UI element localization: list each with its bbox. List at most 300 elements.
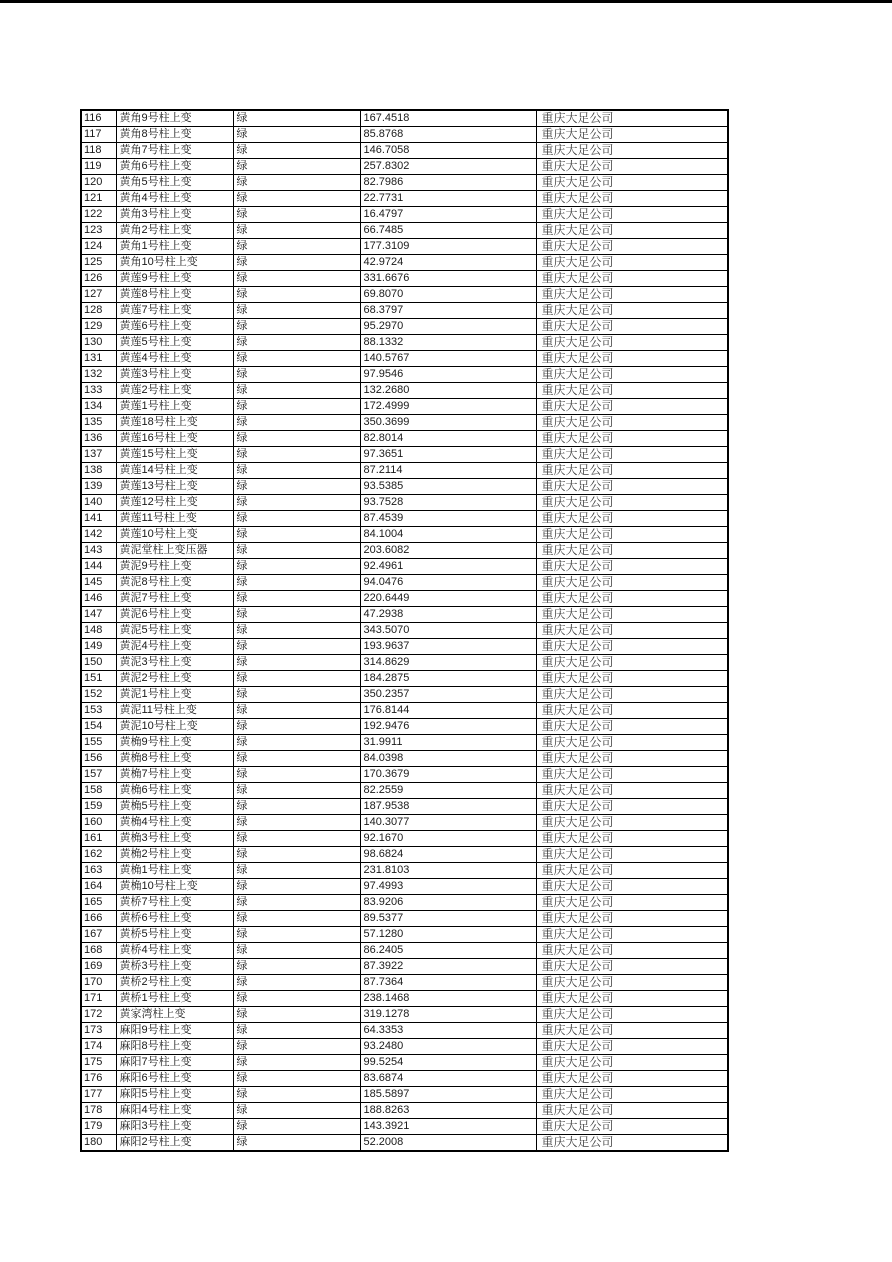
company-cell: 重庆大足公司 <box>536 559 728 575</box>
device-name-cell: 黄桷7号柱上变 <box>116 767 233 783</box>
value-cell: 192.9476 <box>360 719 536 735</box>
device-name-cell: 黄桷3号柱上变 <box>116 831 233 847</box>
row-index-cell: 146 <box>81 591 116 607</box>
status-cell: 绿 <box>233 367 360 383</box>
status-cell: 绿 <box>233 447 360 463</box>
company-cell: 重庆大足公司 <box>536 1007 728 1023</box>
row-index-cell: 133 <box>81 383 116 399</box>
value-cell: 314.8629 <box>360 655 536 671</box>
company-cell: 重庆大足公司 <box>536 1023 728 1039</box>
device-name-cell: 黄莲3号柱上变 <box>116 367 233 383</box>
row-index-cell: 174 <box>81 1039 116 1055</box>
row-index-cell: 116 <box>81 110 116 127</box>
table-row <box>81 783 728 799</box>
value-cell: 83.6874 <box>360 1071 536 1087</box>
status-cell: 绿 <box>233 1007 360 1023</box>
company-cell: 重庆大足公司 <box>536 911 728 927</box>
device-name-cell: 黄泥8号柱上变 <box>116 575 233 591</box>
company-cell: 重庆大足公司 <box>536 110 728 127</box>
table-row <box>81 895 728 911</box>
table-row <box>81 831 728 847</box>
value-cell: 82.8014 <box>360 431 536 447</box>
row-index-cell: 124 <box>81 239 116 255</box>
table-row <box>81 287 728 303</box>
company-cell: 重庆大足公司 <box>536 255 728 271</box>
status-cell: 绿 <box>233 1103 360 1119</box>
value-cell: 93.2480 <box>360 1039 536 1055</box>
value-cell: 52.2008 <box>360 1135 536 1152</box>
status-cell: 绿 <box>233 1119 360 1135</box>
value-cell: 92.4961 <box>360 559 536 575</box>
row-index-cell: 172 <box>81 1007 116 1023</box>
value-cell: 97.3651 <box>360 447 536 463</box>
table-row <box>81 927 728 943</box>
row-index-cell: 131 <box>81 351 116 367</box>
value-cell: 185.5897 <box>360 1087 536 1103</box>
row-index-cell: 138 <box>81 463 116 479</box>
value-cell: 319.1278 <box>360 1007 536 1023</box>
table-row <box>81 575 728 591</box>
row-index-cell: 141 <box>81 511 116 527</box>
table-row <box>81 655 728 671</box>
status-cell: 绿 <box>233 623 360 639</box>
value-cell: 140.3077 <box>360 815 536 831</box>
device-name-cell: 黄桷2号柱上变 <box>116 847 233 863</box>
value-cell: 87.2114 <box>360 463 536 479</box>
device-name-cell: 黄桥6号柱上变 <box>116 911 233 927</box>
status-cell: 绿 <box>233 1087 360 1103</box>
status-cell: 绿 <box>233 511 360 527</box>
device-name-cell: 黄莲2号柱上变 <box>116 383 233 399</box>
company-cell: 重庆大足公司 <box>536 1071 728 1087</box>
value-cell: 66.7485 <box>360 223 536 239</box>
device-name-cell: 黄桷10号柱上变 <box>116 879 233 895</box>
device-name-cell: 黄桥3号柱上变 <box>116 959 233 975</box>
status-cell: 绿 <box>233 319 360 335</box>
company-cell: 重庆大足公司 <box>536 431 728 447</box>
device-name-cell: 麻阳9号柱上变 <box>116 1023 233 1039</box>
table-row <box>81 799 728 815</box>
device-name-cell: 黄角9号柱上变 <box>116 110 233 127</box>
status-cell: 绿 <box>233 479 360 495</box>
value-cell: 82.7986 <box>360 175 536 191</box>
company-cell: 重庆大足公司 <box>536 815 728 831</box>
table-row <box>81 335 728 351</box>
row-index-cell: 149 <box>81 639 116 655</box>
value-cell: 97.4993 <box>360 879 536 895</box>
company-cell: 重庆大足公司 <box>536 1087 728 1103</box>
status-cell: 绿 <box>233 127 360 143</box>
company-cell: 重庆大足公司 <box>536 1135 728 1152</box>
status-cell: 绿 <box>233 1055 360 1071</box>
device-name-cell: 黄莲7号柱上变 <box>116 303 233 319</box>
device-name-cell: 黄角4号柱上变 <box>116 191 233 207</box>
status-cell: 绿 <box>233 351 360 367</box>
device-name-cell: 黄角3号柱上变 <box>116 207 233 223</box>
row-index-cell: 143 <box>81 543 116 559</box>
status-cell: 绿 <box>233 207 360 223</box>
status-cell: 绿 <box>233 783 360 799</box>
company-cell: 重庆大足公司 <box>536 159 728 175</box>
table-row <box>81 687 728 703</box>
table-row <box>81 431 728 447</box>
device-name-cell: 黄桥1号柱上变 <box>116 991 233 1007</box>
value-cell: 343.5070 <box>360 623 536 639</box>
value-cell: 167.4518 <box>360 110 536 127</box>
value-cell: 31.9911 <box>360 735 536 751</box>
table-row <box>81 1135 728 1152</box>
value-cell: 187.9538 <box>360 799 536 815</box>
value-cell: 93.7528 <box>360 495 536 511</box>
table-row <box>81 959 728 975</box>
company-cell: 重庆大足公司 <box>536 975 728 991</box>
company-cell: 重庆大足公司 <box>536 719 728 735</box>
device-name-cell: 黄角1号柱上变 <box>116 239 233 255</box>
status-cell: 绿 <box>233 399 360 415</box>
device-name-cell: 黄泥3号柱上变 <box>116 655 233 671</box>
row-index-cell: 134 <box>81 399 116 415</box>
table-row <box>81 239 728 255</box>
device-name-cell: 黄桷6号柱上变 <box>116 783 233 799</box>
device-name-cell: 黄莲15号柱上变 <box>116 447 233 463</box>
device-name-cell: 黄桷8号柱上变 <box>116 751 233 767</box>
device-name-cell: 黄泥10号柱上变 <box>116 719 233 735</box>
row-index-cell: 179 <box>81 1119 116 1135</box>
row-index-cell: 178 <box>81 1103 116 1119</box>
row-index-cell: 128 <box>81 303 116 319</box>
value-cell: 88.1332 <box>360 335 536 351</box>
device-name-cell: 黄莲4号柱上变 <box>116 351 233 367</box>
value-cell: 93.5385 <box>360 479 536 495</box>
row-index-cell: 168 <box>81 943 116 959</box>
value-cell: 140.5767 <box>360 351 536 367</box>
company-cell: 重庆大足公司 <box>536 335 728 351</box>
device-name-cell: 黄家湾柱上变 <box>116 1007 233 1023</box>
table-row <box>81 415 728 431</box>
status-cell: 绿 <box>233 671 360 687</box>
status-cell: 绿 <box>233 575 360 591</box>
company-cell: 重庆大足公司 <box>536 671 728 687</box>
table-row <box>81 943 728 959</box>
status-cell: 绿 <box>233 543 360 559</box>
device-name-cell: 黄角7号柱上变 <box>116 143 233 159</box>
row-index-cell: 132 <box>81 367 116 383</box>
status-cell: 绿 <box>233 735 360 751</box>
value-cell: 82.2559 <box>360 783 536 799</box>
device-name-cell: 黄泥6号柱上变 <box>116 607 233 623</box>
value-cell: 231.8103 <box>360 863 536 879</box>
device-name-cell: 黄莲5号柱上变 <box>116 335 233 351</box>
status-cell: 绿 <box>233 639 360 655</box>
company-cell: 重庆大足公司 <box>536 1039 728 1055</box>
value-cell: 57.1280 <box>360 927 536 943</box>
device-name-cell: 黄莲13号柱上变 <box>116 479 233 495</box>
row-index-cell: 165 <box>81 895 116 911</box>
row-index-cell: 175 <box>81 1055 116 1071</box>
status-cell: 绿 <box>233 655 360 671</box>
company-cell: 重庆大足公司 <box>536 735 728 751</box>
value-cell: 94.0476 <box>360 575 536 591</box>
company-cell: 重庆大足公司 <box>536 623 728 639</box>
value-cell: 84.0398 <box>360 751 536 767</box>
table-row <box>81 303 728 319</box>
row-index-cell: 156 <box>81 751 116 767</box>
company-cell: 重庆大足公司 <box>536 1119 728 1135</box>
company-cell: 重庆大足公司 <box>536 207 728 223</box>
row-index-cell: 144 <box>81 559 116 575</box>
device-name-cell: 黄泥5号柱上变 <box>116 623 233 639</box>
table-row <box>81 175 728 191</box>
table-row <box>81 399 728 415</box>
company-cell: 重庆大足公司 <box>536 367 728 383</box>
row-index-cell: 119 <box>81 159 116 175</box>
row-index-cell: 122 <box>81 207 116 223</box>
table-row <box>81 911 728 927</box>
status-cell: 绿 <box>233 191 360 207</box>
device-name-cell: 黄桷9号柱上变 <box>116 735 233 751</box>
device-name-cell: 黄莲14号柱上变 <box>116 463 233 479</box>
company-cell: 重庆大足公司 <box>536 927 728 943</box>
value-cell: 184.2875 <box>360 671 536 687</box>
device-name-cell: 黄莲12号柱上变 <box>116 495 233 511</box>
row-index-cell: 171 <box>81 991 116 1007</box>
table-row <box>81 767 728 783</box>
company-cell: 重庆大足公司 <box>536 879 728 895</box>
value-cell: 146.7058 <box>360 143 536 159</box>
company-cell: 重庆大足公司 <box>536 191 728 207</box>
status-cell: 绿 <box>233 559 360 575</box>
company-cell: 重庆大足公司 <box>536 399 728 415</box>
row-index-cell: 152 <box>81 687 116 703</box>
status-cell: 绿 <box>233 335 360 351</box>
device-name-cell: 黄莲11号柱上变 <box>116 511 233 527</box>
company-cell: 重庆大足公司 <box>536 511 728 527</box>
company-cell: 重庆大足公司 <box>536 863 728 879</box>
status-cell: 绿 <box>233 927 360 943</box>
table-row <box>81 607 728 623</box>
value-cell: 98.6824 <box>360 847 536 863</box>
company-cell: 重庆大足公司 <box>536 783 728 799</box>
status-cell: 绿 <box>233 463 360 479</box>
row-index-cell: 170 <box>81 975 116 991</box>
table-row <box>81 447 728 463</box>
company-cell: 重庆大足公司 <box>536 351 728 367</box>
company-cell: 重庆大足公司 <box>536 799 728 815</box>
status-cell: 绿 <box>233 271 360 287</box>
device-name-cell: 麻阳8号柱上变 <box>116 1039 233 1055</box>
value-cell: 170.3679 <box>360 767 536 783</box>
value-cell: 87.4539 <box>360 511 536 527</box>
device-name-cell: 麻阳4号柱上变 <box>116 1103 233 1119</box>
company-cell: 重庆大足公司 <box>536 1055 728 1071</box>
value-cell: 83.9206 <box>360 895 536 911</box>
table-row <box>81 367 728 383</box>
table-row <box>81 863 728 879</box>
value-cell: 350.3699 <box>360 415 536 431</box>
row-index-cell: 147 <box>81 607 116 623</box>
table-row <box>81 511 728 527</box>
device-name-cell: 黄角5号柱上变 <box>116 175 233 191</box>
row-index-cell: 150 <box>81 655 116 671</box>
status-cell: 绿 <box>233 159 360 175</box>
company-cell: 重庆大足公司 <box>536 703 728 719</box>
table-row <box>81 463 728 479</box>
row-index-cell: 157 <box>81 767 116 783</box>
device-name-cell: 黄莲1号柱上变 <box>116 399 233 415</box>
row-index-cell: 117 <box>81 127 116 143</box>
status-cell: 绿 <box>233 110 360 127</box>
row-index-cell: 169 <box>81 959 116 975</box>
status-cell: 绿 <box>233 879 360 895</box>
status-cell: 绿 <box>233 799 360 815</box>
company-cell: 重庆大足公司 <box>536 271 728 287</box>
company-cell: 重庆大足公司 <box>536 831 728 847</box>
value-cell: 16.4797 <box>360 207 536 223</box>
value-cell: 89.5377 <box>360 911 536 927</box>
device-name-cell: 黄莲16号柱上变 <box>116 431 233 447</box>
company-cell: 重庆大足公司 <box>536 767 728 783</box>
device-name-cell: 黄角6号柱上变 <box>116 159 233 175</box>
device-name-cell: 黄泥1号柱上变 <box>116 687 233 703</box>
company-cell: 重庆大足公司 <box>536 127 728 143</box>
row-index-cell: 153 <box>81 703 116 719</box>
table-row <box>81 383 728 399</box>
row-index-cell: 176 <box>81 1071 116 1087</box>
value-cell: 64.3353 <box>360 1023 536 1039</box>
value-cell: 84.1004 <box>360 527 536 543</box>
table-row <box>81 703 728 719</box>
company-cell: 重庆大足公司 <box>536 591 728 607</box>
row-index-cell: 167 <box>81 927 116 943</box>
device-name-cell: 麻阳2号柱上变 <box>116 1135 233 1152</box>
table-row <box>81 559 728 575</box>
status-cell: 绿 <box>233 767 360 783</box>
row-index-cell: 126 <box>81 271 116 287</box>
row-index-cell: 166 <box>81 911 116 927</box>
value-cell: 203.6082 <box>360 543 536 559</box>
device-name-cell: 麻阳6号柱上变 <box>116 1071 233 1087</box>
transformer-data-table <box>80 109 729 1152</box>
device-name-cell: 黄泥堂柱上变压器 <box>116 543 233 559</box>
device-name-cell: 黄泥2号柱上变 <box>116 671 233 687</box>
status-cell: 绿 <box>233 383 360 399</box>
device-name-cell: 黄桥4号柱上变 <box>116 943 233 959</box>
table-row <box>81 1087 728 1103</box>
company-cell: 重庆大足公司 <box>536 687 728 703</box>
table-row <box>81 479 728 495</box>
table-row <box>81 975 728 991</box>
value-cell: 87.3922 <box>360 959 536 975</box>
company-cell: 重庆大足公司 <box>536 959 728 975</box>
company-cell: 重庆大足公司 <box>536 415 728 431</box>
status-cell: 绿 <box>233 239 360 255</box>
top-border-strip <box>0 0 892 3</box>
table-row <box>81 319 728 335</box>
value-cell: 238.1468 <box>360 991 536 1007</box>
device-name-cell: 黄角2号柱上变 <box>116 223 233 239</box>
table-row <box>81 847 728 863</box>
table-body <box>81 110 728 1151</box>
company-cell: 重庆大足公司 <box>536 991 728 1007</box>
company-cell: 重庆大足公司 <box>536 751 728 767</box>
device-name-cell: 麻阳3号柱上变 <box>116 1119 233 1135</box>
company-cell: 重庆大足公司 <box>536 463 728 479</box>
company-cell: 重庆大足公司 <box>536 383 728 399</box>
row-index-cell: 130 <box>81 335 116 351</box>
status-cell: 绿 <box>233 959 360 975</box>
table-row <box>81 159 728 175</box>
table-row <box>81 110 728 127</box>
value-cell: 68.3797 <box>360 303 536 319</box>
device-name-cell: 黄桥2号柱上变 <box>116 975 233 991</box>
row-index-cell: 162 <box>81 847 116 863</box>
status-cell: 绿 <box>233 975 360 991</box>
row-index-cell: 123 <box>81 223 116 239</box>
value-cell: 172.4999 <box>360 399 536 415</box>
company-cell: 重庆大足公司 <box>536 527 728 543</box>
company-cell: 重庆大足公司 <box>536 143 728 159</box>
row-index-cell: 161 <box>81 831 116 847</box>
row-index-cell: 160 <box>81 815 116 831</box>
status-cell: 绿 <box>233 895 360 911</box>
table-row <box>81 991 728 1007</box>
device-name-cell: 黄泥11号柱上变 <box>116 703 233 719</box>
value-cell: 176.8144 <box>360 703 536 719</box>
status-cell: 绿 <box>233 815 360 831</box>
row-index-cell: 142 <box>81 527 116 543</box>
company-cell: 重庆大足公司 <box>536 495 728 511</box>
value-cell: 97.9546 <box>360 367 536 383</box>
row-index-cell: 177 <box>81 1087 116 1103</box>
table-row <box>81 815 728 831</box>
value-cell: 85.8768 <box>360 127 536 143</box>
device-name-cell: 麻阳7号柱上变 <box>116 1055 233 1071</box>
value-cell: 193.9637 <box>360 639 536 655</box>
device-name-cell: 黄莲9号柱上变 <box>116 271 233 287</box>
row-index-cell: 145 <box>81 575 116 591</box>
row-index-cell: 139 <box>81 479 116 495</box>
value-cell: 22.7731 <box>360 191 536 207</box>
value-cell: 69.8070 <box>360 287 536 303</box>
status-cell: 绿 <box>233 431 360 447</box>
status-cell: 绿 <box>233 911 360 927</box>
table-row <box>81 127 728 143</box>
value-cell: 47.2938 <box>360 607 536 623</box>
status-cell: 绿 <box>233 287 360 303</box>
company-cell: 重庆大足公司 <box>536 447 728 463</box>
row-index-cell: 127 <box>81 287 116 303</box>
table-row <box>81 1071 728 1087</box>
device-name-cell: 黄泥4号柱上变 <box>116 639 233 655</box>
value-cell: 331.6676 <box>360 271 536 287</box>
company-cell: 重庆大足公司 <box>536 287 728 303</box>
row-index-cell: 163 <box>81 863 116 879</box>
table-row <box>81 271 728 287</box>
device-name-cell: 黄桥5号柱上变 <box>116 927 233 943</box>
device-name-cell: 黄桷5号柱上变 <box>116 799 233 815</box>
table-row <box>81 623 728 639</box>
row-index-cell: 140 <box>81 495 116 511</box>
status-cell: 绿 <box>233 703 360 719</box>
status-cell: 绿 <box>233 607 360 623</box>
value-cell: 188.8263 <box>360 1103 536 1119</box>
company-cell: 重庆大足公司 <box>536 175 728 191</box>
table-row <box>81 719 728 735</box>
row-index-cell: 129 <box>81 319 116 335</box>
device-name-cell: 黄角8号柱上变 <box>116 127 233 143</box>
table-row <box>81 751 728 767</box>
row-index-cell: 164 <box>81 879 116 895</box>
